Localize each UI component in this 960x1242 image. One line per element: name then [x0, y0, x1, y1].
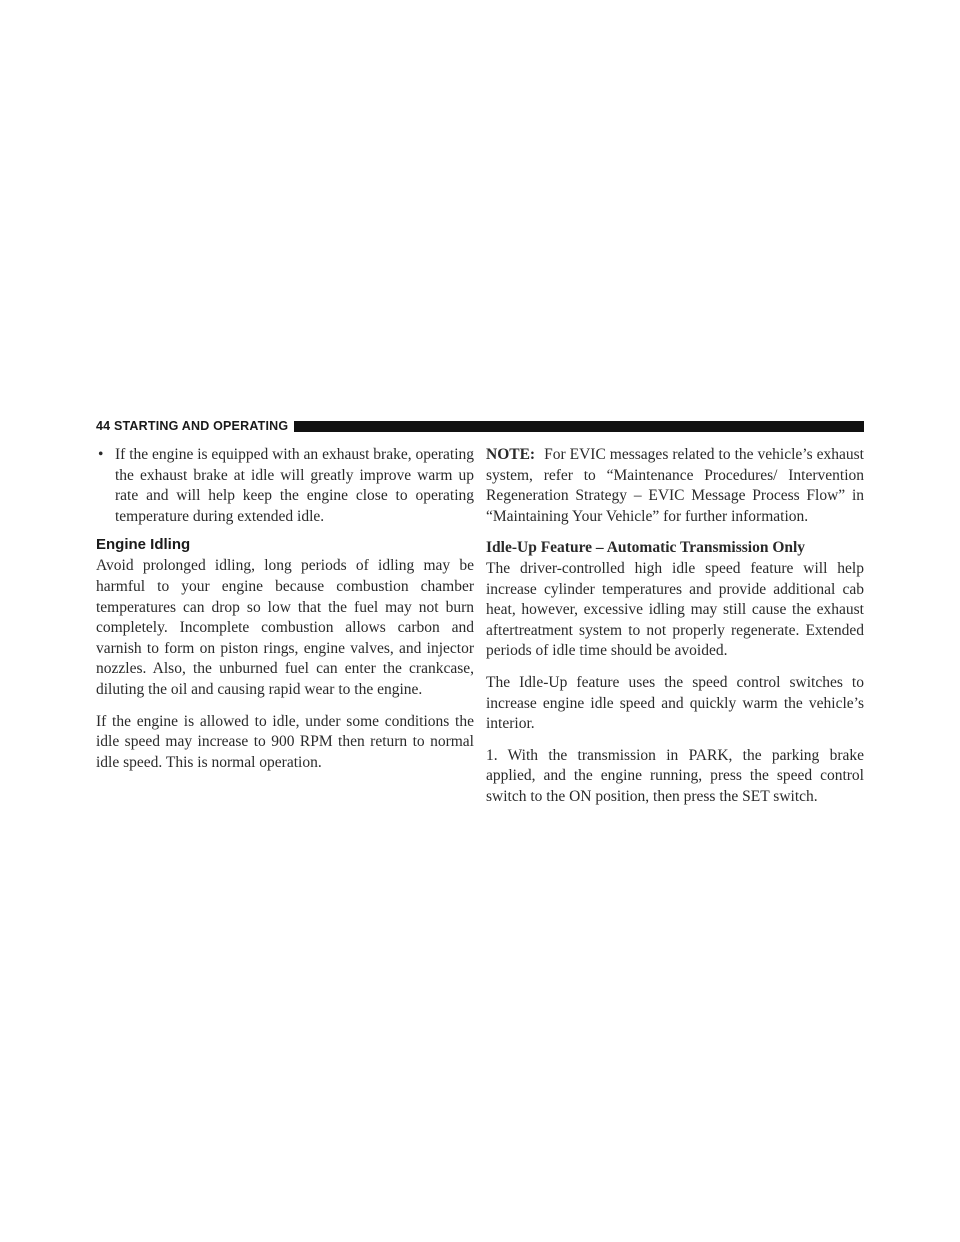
- bullet-item: [96, 445, 474, 527]
- idle-up-paragraph-2: The Idle-Up feature uses the speed control switches to increase engine idle speed and quickly warm the vehicle’s interior.: [486, 673, 864, 733]
- note-paragraph: [486, 445, 864, 527]
- header-rule-bar: [294, 421, 864, 432]
- idle-up-subheading: Idle-Up Feature – Automatic Transmission Only: [486, 539, 806, 557]
- left-column: [96, 445, 474, 784]
- engine-idling-paragraph-1: Avoid prolonged idling, long periods of idling may be harmful to your engine because combustion chamber temperatures can drop so low that the fuel may not burn completely. Incomplete combustion allows carbon and varnish to form on piston rings, engine valves, and injector nozzles. Also, the unburned fuel can enter the crankcase, diluting the oil and causing rapid wear to the engine.: [96, 557, 474, 698]
- section-heading-engine-idling: Engine Idling: [96, 536, 191, 554]
- right-column: [486, 445, 864, 819]
- note-label: NOTE:: [486, 446, 536, 463]
- idle-up-paragraph-1: The driver-controlled high idle speed feature will help increase cylinder temperatures and provide additional cab heat, however, excessive idling may still cause the exhaust aftertreatment system to not properly regenerate. Extended periods of idle time should be avoided.: [486, 559, 864, 660]
- engine-idling-paragraph-2: If the engine is allowed to idle, under some conditions the idle speed may increase to 900 RPM then return to normal idle speed. This is normal operation.: [96, 712, 474, 771]
- note-text: For EVIC messages related to the vehicle’s exhaust system, refer to “Maintenance Procedures/ Intervention Regeneration Strategy – EVIC Message Process Flow” in “Maintaining Your Vehicle” for further information.: [486, 446, 864, 525]
- bullet-text: If the engine is equipped with an exhaust brake, operating the exhaust brake at idle will greatly improve warm up rate and will help keep the engine close to operating temperature during extended idle.: [115, 446, 474, 525]
- page-header: [96, 418, 864, 434]
- bullet-icon: •: [98, 446, 104, 463]
- idle-up-step-1: 1. With the transmission in PARK, the parking brake applied, and the engine running, press the speed control switch to the ON position, then press the SET switch.: [486, 746, 864, 805]
- page-number-section-title: 44 STARTING AND OPERATING: [96, 419, 289, 433]
